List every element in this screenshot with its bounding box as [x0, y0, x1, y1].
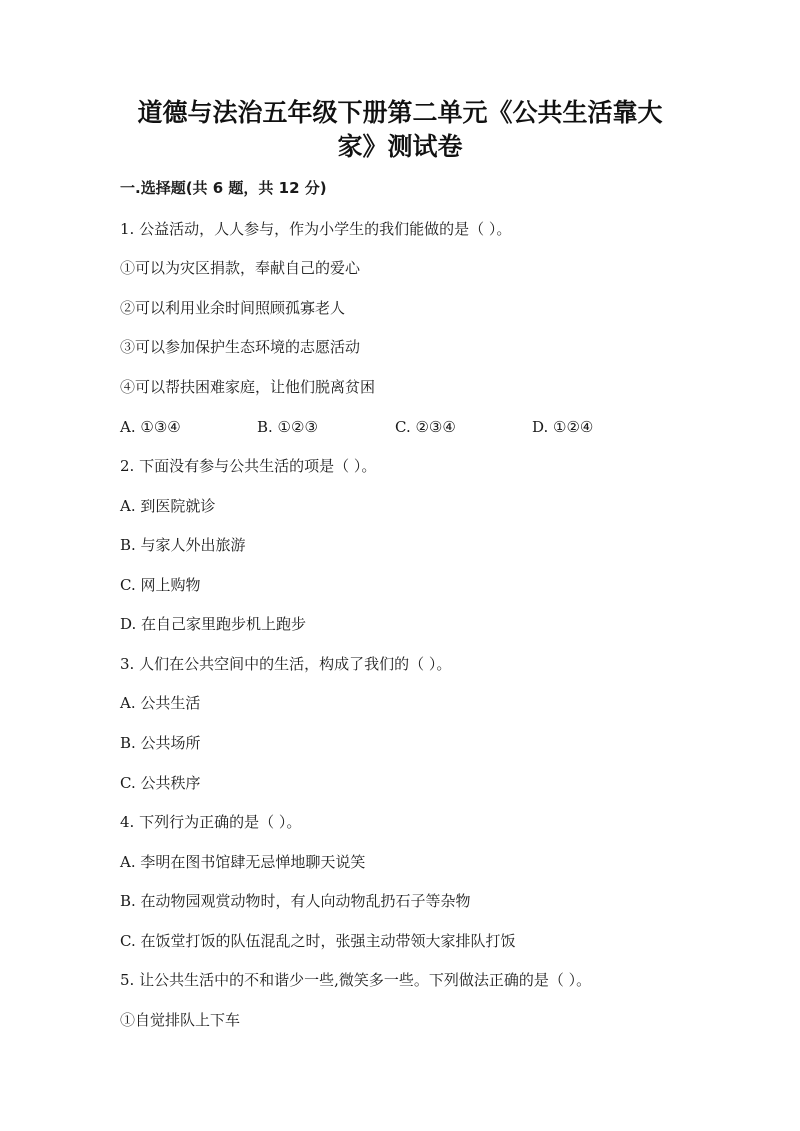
question-1-option-d: D. ①②④: [532, 418, 594, 436]
question-3-stem: 3. 人们在公共空间中的生活，构成了我们的（ ）。: [120, 655, 452, 673]
question-1-item-1: ①可以为灾区捐款，奉献自己的爱心: [120, 259, 361, 277]
question-2-stem: 2. 下面没有参与公共生活的项是（ ）。: [120, 457, 377, 475]
page-title-line-1: 道德与法治五年级下册第二单元《公共生活靠大: [137, 98, 663, 127]
question-2-option-d: D. 在自己家里跑步机上跑步: [120, 615, 307, 633]
question-4-option-a: A. 李明在图书馆肆无忌惮地聊天说笑: [120, 853, 366, 871]
question-5-stem: 5. 让公共生活中的不和谐少一些,微笑多一些。下列做法正确的是（ ）。: [120, 971, 592, 989]
question-2-option-a: A. 到医院就诊: [120, 497, 216, 515]
question-1-option-a: A. ①③④: [120, 418, 181, 436]
question-1-item-2: ②可以利用业余时间照顾孤寡老人: [120, 299, 346, 317]
section-heading: 一.选择题(共 6 题，共 12 分): [120, 179, 327, 197]
question-4-option-c: C. 在饭堂打饭的队伍混乱之时，张强主动带领大家排队打饭: [120, 932, 516, 950]
question-1-item-3: ③可以参加保护生态环境的志愿活动: [120, 338, 361, 356]
question-3-option-a: A. 公共生活: [120, 694, 201, 712]
question-3-option-c: C. 公共秩序: [120, 774, 201, 792]
question-1-option-b: B. ①②③: [257, 418, 318, 436]
question-2-option-b: B. 与家人外出旅游: [120, 536, 246, 554]
page-title-line-2: 家》测试卷: [337, 132, 463, 161]
question-1-option-c: C. ②③④: [395, 418, 456, 436]
question-4-option-b: B. 在动物园观赏动物时，有人向动物乱扔石子等杂物: [120, 892, 471, 910]
question-2-option-c: C. 网上购物: [120, 576, 201, 594]
question-4-stem: 4. 下列行为正确的是（ ）。: [120, 813, 302, 831]
question-5-item-1: ①自觉排队上下车: [120, 1011, 241, 1029]
question-3-option-b: B. 公共场所: [120, 734, 201, 752]
question-1-stem: 1. 公益活动，人人参与，作为小学生的我们能做的是（ ）。: [120, 220, 512, 238]
question-1-item-4: ④可以帮扶困难家庭，让他们脱离贫困: [120, 378, 376, 396]
